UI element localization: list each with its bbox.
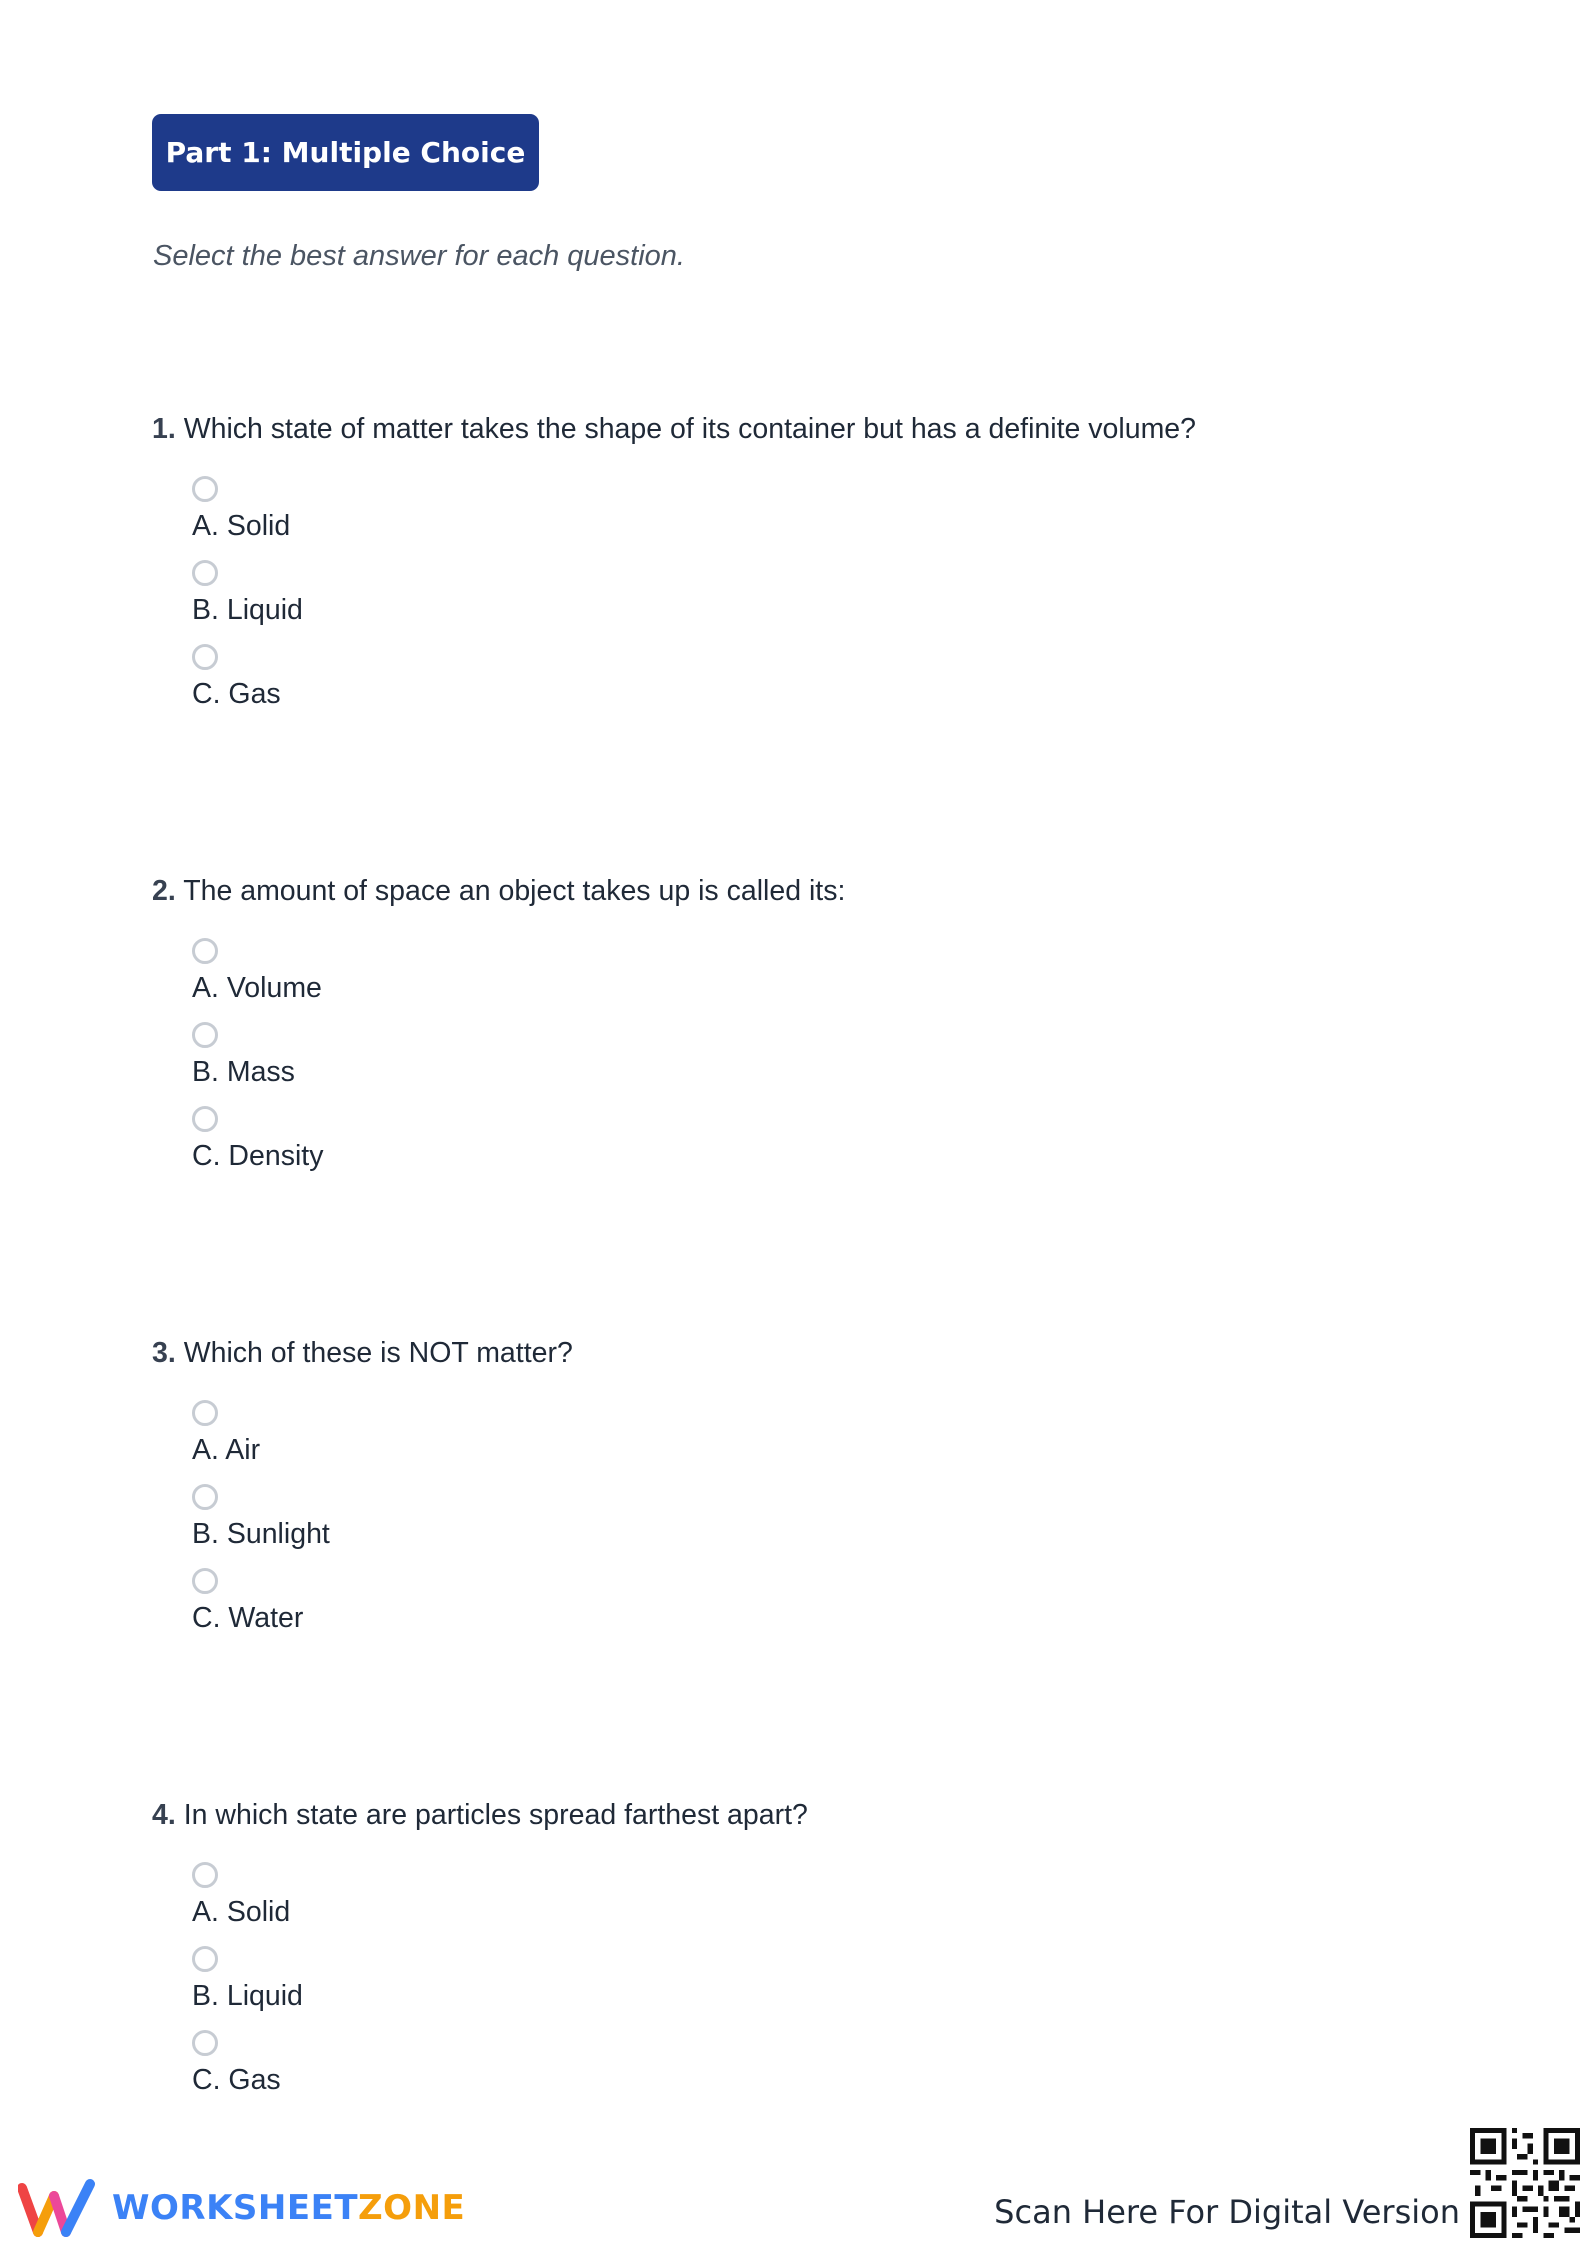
instructions-text: Select the best answer for each question. [153, 240, 685, 272]
option-label: B. Liquid [192, 1980, 303, 2013]
question-prompt: In which state are particles spread farthest apart? [183, 1799, 808, 1831]
brand-name-part2: ZONE [358, 2188, 466, 2228]
qr-code-icon[interactable] [1470, 2128, 1580, 2238]
option-label: C. Gas [192, 678, 281, 711]
option-label: A. Solid [192, 510, 291, 543]
answer-options [192, 476, 1452, 728]
answer-option[interactable] [192, 1022, 1452, 1106]
answer-option[interactable] [192, 476, 1452, 560]
question-text [152, 1798, 1452, 1832]
worksheetzone-logo[interactable] [18, 2178, 465, 2238]
question-prompt: Which state of matter takes the shape of its container but has a definite volume? [183, 413, 1197, 445]
question-text [152, 1336, 1452, 1370]
question-3 [152, 1336, 1452, 1652]
answer-option[interactable] [192, 2030, 1452, 2114]
question-text [152, 412, 1452, 446]
answer-option[interactable] [192, 644, 1452, 728]
scan-instruction: Scan Here For Digital Version [994, 2193, 1460, 2231]
question-number: 3. [152, 1337, 176, 1369]
radio-button[interactable] [192, 1568, 218, 1594]
radio-button[interactable] [192, 938, 218, 964]
answer-options [192, 1400, 1452, 1652]
radio-button[interactable] [192, 1946, 218, 1972]
radio-button[interactable] [192, 1862, 218, 1888]
answer-option[interactable] [192, 560, 1452, 644]
question-number: 1. [152, 413, 176, 445]
answer-options [192, 938, 1452, 1190]
radio-button[interactable] [192, 1022, 218, 1048]
answer-option[interactable] [192, 1106, 1452, 1190]
question-4 [152, 1798, 1452, 2114]
option-label: B. Mass [192, 1056, 295, 1089]
radio-button[interactable] [192, 2030, 218, 2056]
radio-button[interactable] [192, 1106, 218, 1132]
option-label: B. Sunlight [192, 1518, 330, 1551]
answer-options [192, 1862, 1452, 2114]
option-label: C. Density [192, 1140, 324, 1173]
section-title-badge: Part 1: Multiple Choice [152, 114, 539, 191]
question-number: 4. [152, 1799, 176, 1831]
answer-option[interactable] [192, 1400, 1452, 1484]
question-prompt: Which of these is NOT matter? [183, 1337, 573, 1369]
answer-option[interactable] [192, 1946, 1452, 2030]
answer-option[interactable] [192, 1484, 1452, 1568]
answer-option[interactable] [192, 1862, 1452, 1946]
option-label: A. Air [192, 1434, 261, 1467]
question-prompt: The amount of space an object takes up is called its: [183, 875, 846, 907]
radio-button[interactable] [192, 1400, 218, 1426]
radio-button[interactable] [192, 644, 218, 670]
option-label: C. Gas [192, 2064, 281, 2097]
option-label: B. Liquid [192, 594, 303, 627]
radio-button[interactable] [192, 560, 218, 586]
option-label: A. Solid [192, 1896, 291, 1929]
question-2 [152, 874, 1452, 1190]
option-label: A. Volume [192, 972, 322, 1005]
answer-option[interactable] [192, 1568, 1452, 1652]
question-text [152, 874, 1452, 908]
option-label: C. Water [192, 1602, 304, 1635]
brand-name [112, 2188, 465, 2228]
question-1 [152, 412, 1452, 728]
answer-option[interactable] [192, 938, 1452, 1022]
question-number: 2. [152, 875, 176, 907]
logo-mark-icon [18, 2178, 98, 2238]
brand-name-part1: WORKSHEET [112, 2188, 359, 2228]
radio-button[interactable] [192, 1484, 218, 1510]
radio-button[interactable] [192, 476, 218, 502]
